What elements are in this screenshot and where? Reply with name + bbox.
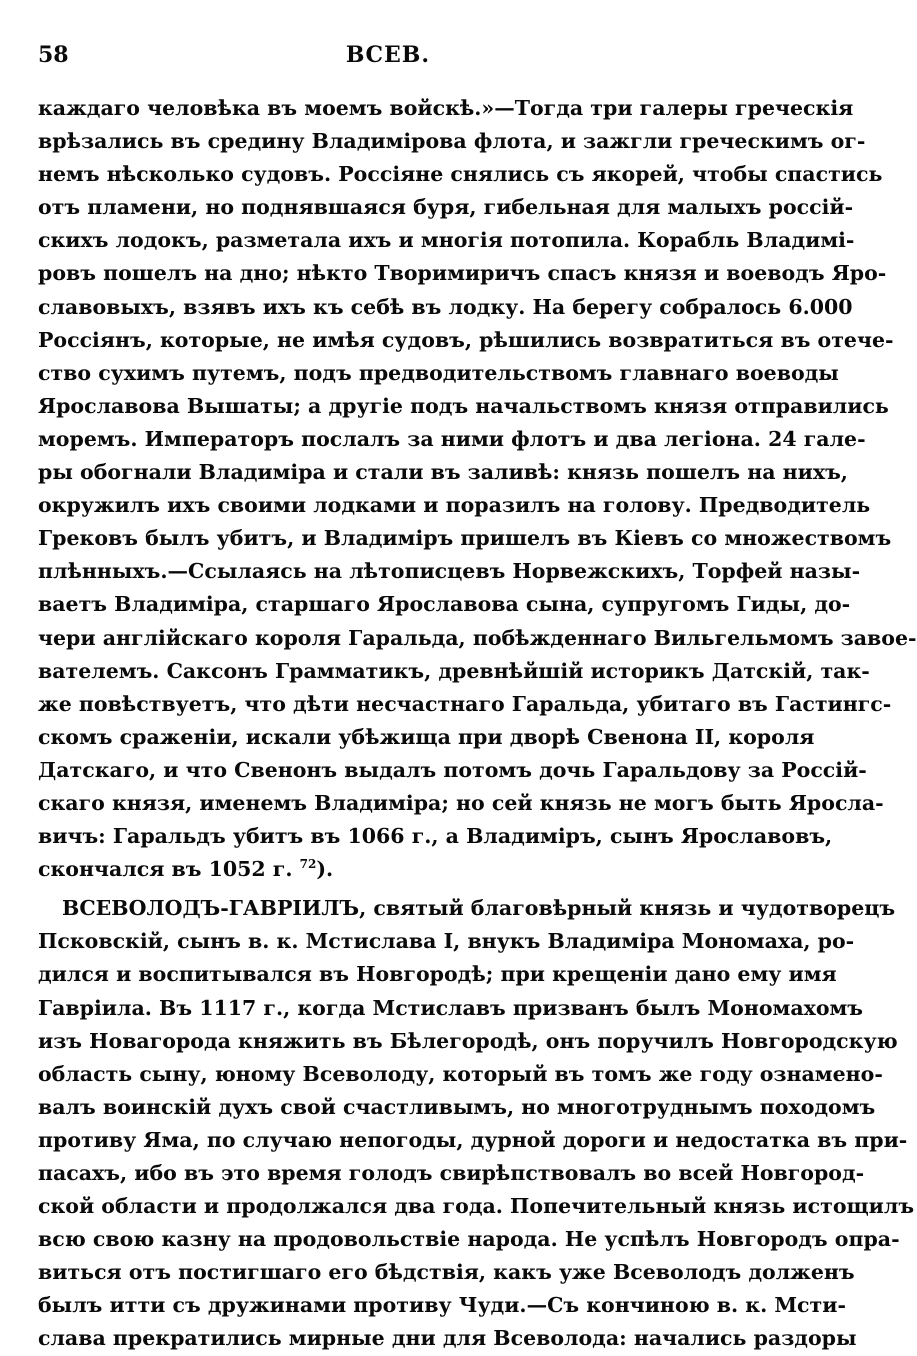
text-line: слава прекратились мирные дни для Всеволода: начались раздоры: [38, 1326, 857, 1351]
text-line: славовыхъ, взявъ ихъ къ себѣ въ лодку. На берегу собралось 6.000: [38, 294, 853, 319]
text-line: всю свою казну на продовольствіе народа. Не успѣлъ Новгородъ опра-: [38, 1227, 900, 1252]
paragraph-vladimir-campaign: [38, 92, 917, 853]
text-line: ры обогнали Владиміра и стали въ заливѣ: князь пошелъ на нихъ,: [38, 460, 848, 485]
text-line: каждаго человѣка въ моемъ войскѣ.»—Тогда три галеры греческія: [38, 96, 854, 120]
text-line: Датскаго, и что Свенонъ выдалъ потомъ дочь Гаральдову за Россій-: [38, 757, 867, 782]
text-line: Псковскій, сынъ в. к. Мстислава I, внукъ Владиміра Мономаха, ро-: [38, 929, 855, 954]
text-line: скомъ сраженіи, искали убѣжища при дворѣ Свенона II, короля: [38, 724, 815, 749]
text-line: отъ пламени, но поднявшаяся буря, гибельная для малыхъ россій-: [38, 195, 854, 220]
text-line: изъ Новагорода княжить въ Бѣлегородѣ, онъ поручилъ Новгородскую: [38, 1028, 898, 1053]
text-line: же повѣствуетъ, что дѣти несчастнаго Гаральда, убитаго въ Гастингс-: [38, 691, 892, 716]
text-line: дился и воспитывался въ Новгородѣ; при крещеніи дано ему имя: [38, 962, 837, 987]
text-line: пасахъ, ибо въ это время голодъ свирѣпствовалъ во всей Новгород-: [38, 1161, 865, 1185]
text-line: чери англійскаго короля Гаральда, побѣжденнаго Вильгельмомъ завое-: [38, 625, 917, 650]
text-line: виться отъ постигшаго его бѣдствія, какъ уже Всеволодъ долженъ: [38, 1260, 855, 1285]
paragraph-vsevolod-gavriil: [38, 892, 915, 1355]
text-line: Грековъ былъ убитъ, и Владиміръ пришелъ въ Кіевъ со множествомъ: [38, 526, 892, 551]
footnote-reference: 72: [299, 857, 317, 872]
text-line: врѣзались въ средину Владимірова флота, и зажгли греческимъ ог-: [38, 129, 866, 154]
text-line: моремъ. Императоръ послалъ за ними флотъ и два легіона. 24 гале-: [38, 426, 866, 451]
text-line: скончался въ 1052 г. $^{72}$).: [38, 857, 334, 882]
text-line: ваетъ Владиміра, старшаго Ярославова сына, супругомъ Гиды, до-: [38, 592, 851, 617]
text-line: скихъ лодокъ, разметала ихъ и многія потопила. Корабль Владимі-: [38, 228, 855, 253]
running-head: ВСЕВ.: [345, 42, 431, 68]
text-line: скаго князя, именемъ Владиміра; но сей князь не могъ быть Яросла-: [38, 790, 884, 815]
text-line: ство сухимъ путемъ, подъ предводительствомъ главнаго воеводы: [38, 360, 839, 385]
text-line: окружилъ ихъ своими лодками и поразилъ на голову. Предводитель: [38, 493, 871, 518]
text-line: Россіянъ, которые, не имѣя судовъ, рѣшились возвратиться въ отече-: [38, 327, 894, 352]
text-line: противу Яма, по случаю непогоды, дурной дороги и недостатка въ при-: [38, 1127, 908, 1152]
page-header: [38, 42, 738, 72]
page-body: [38, 92, 917, 1356]
text-line: вичъ: Гаральдъ убитъ въ 1066 г., а Владиміръ, сынъ Ярославовъ,: [38, 824, 833, 849]
text-line: ВСЕВОЛОДЪ-ГАВРІИЛЪ, святый благовѣрный князь и чудотворецъ: [62, 896, 896, 921]
text-line: валъ воинскій духъ свой счастливымъ, но многотруднымъ походомъ: [38, 1094, 876, 1119]
page-number: 58: [38, 42, 69, 68]
text-line: плѣнныхъ.—Ссылаясь на лѣтописцевъ Норвежскихъ, Торфей назы-: [38, 559, 861, 584]
text-line: ской области и продолжался два года. Попечительный князь истощилъ: [38, 1194, 915, 1219]
text-line: ровъ пошелъ на дно; нѣкто Творимиричъ спасъ князя и воеводъ Яро-: [38, 261, 887, 286]
text-line: Ярославова Вышаты; а другіе подъ начальствомъ князя отправились: [38, 393, 889, 418]
text-line: немъ нѣсколько судовъ. Россіяне снялись съ якорей, чтобы спастись: [38, 162, 883, 187]
text-line: Гавріила. Въ 1117 г., когда Мстиславъ призванъ былъ Мономахомъ: [38, 995, 864, 1020]
text-line: былъ итти съ дружинами противу Чуди.—Съ кончиною в. к. Мсти-: [38, 1293, 846, 1318]
text-line: область сыну, юному Всеволоду, который въ томъ же году ознамено-: [38, 1061, 883, 1086]
text-line: вателемъ. Саксонъ Грамматикъ, древнѣйшій историкъ Датскій, так-: [38, 658, 870, 683]
